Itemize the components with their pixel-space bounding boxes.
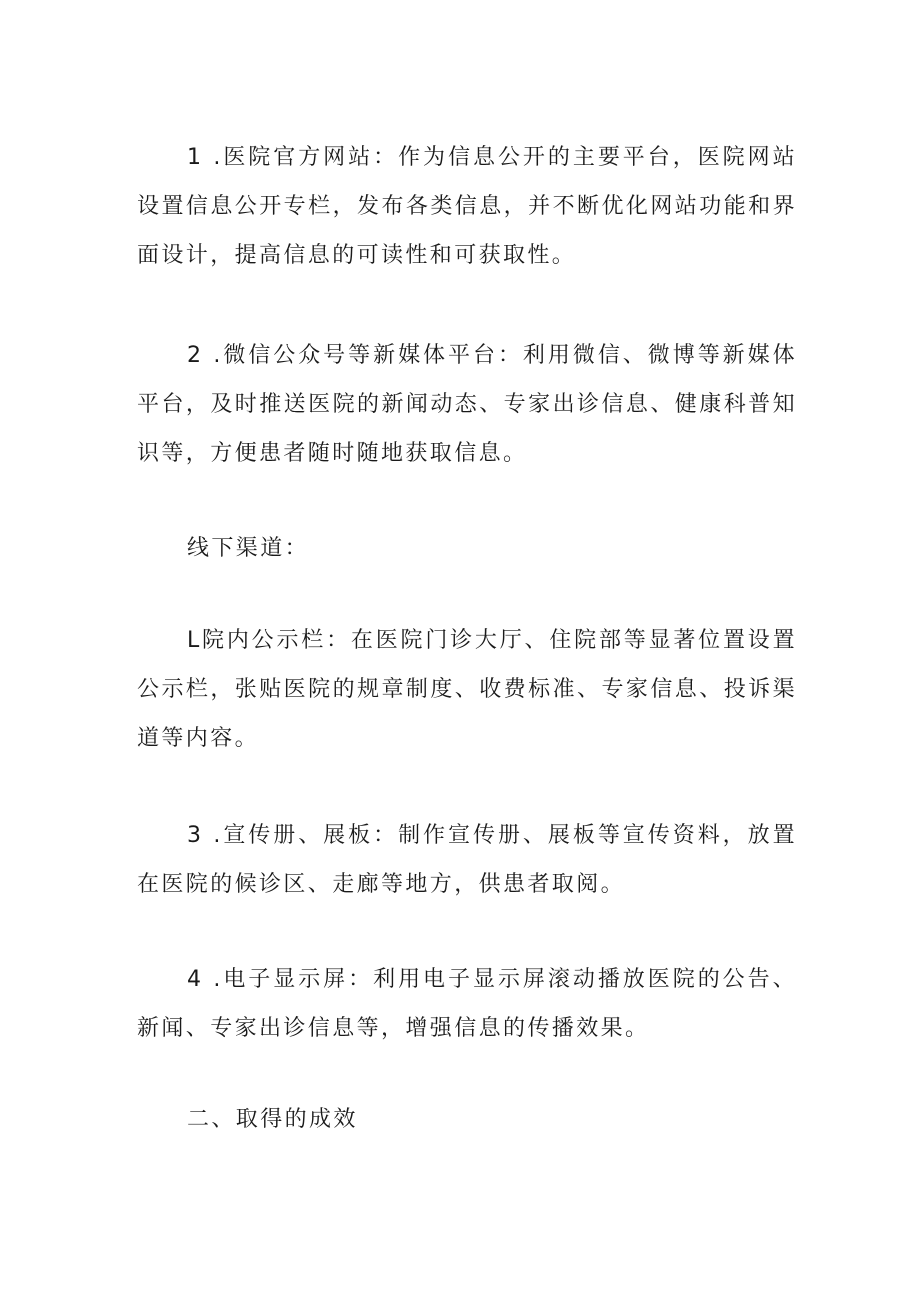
paragraph-brochures-displays: 3 .宣传册、展板：制作宣传册、展板等宣传资料，放置在医院的候诊区、走廊等地方，供患者取阅。: [137, 823, 797, 897]
paragraph-notice-board: L院内公示栏：在医院门诊大厅、住院部等显著位置设置公示栏，张贴医院的规章制度、收费标准、专家信息、投诉渠道等内容。: [137, 628, 797, 751]
section-heading-results: 二、取得的成效: [187, 1107, 358, 1132]
paragraph-electronic-screens: 4 .电子显示屏：利用电子显示屏滚动播放医院的公告、新闻、专家出诊信息等，增强信息的传播效果。: [137, 967, 797, 1041]
paragraph-hospital-website: 1 .医院官方网站：作为信息公开的主要平台，医院网站设置信息公开专栏，发布各类信息，并不断优化网站功能和界面设计，提高信息的可读性和可获取性。: [137, 145, 797, 268]
paragraph-wechat-new-media: 2 .微信公众号等新媒体平台：利用微信、微博等新媒体平台，及时推送医院的新闻动态、专家出诊信息、健康科普知识等，方便患者随时随地获取信息。: [137, 343, 797, 466]
heading-offline-channels: 线下渠道：: [187, 536, 310, 561]
